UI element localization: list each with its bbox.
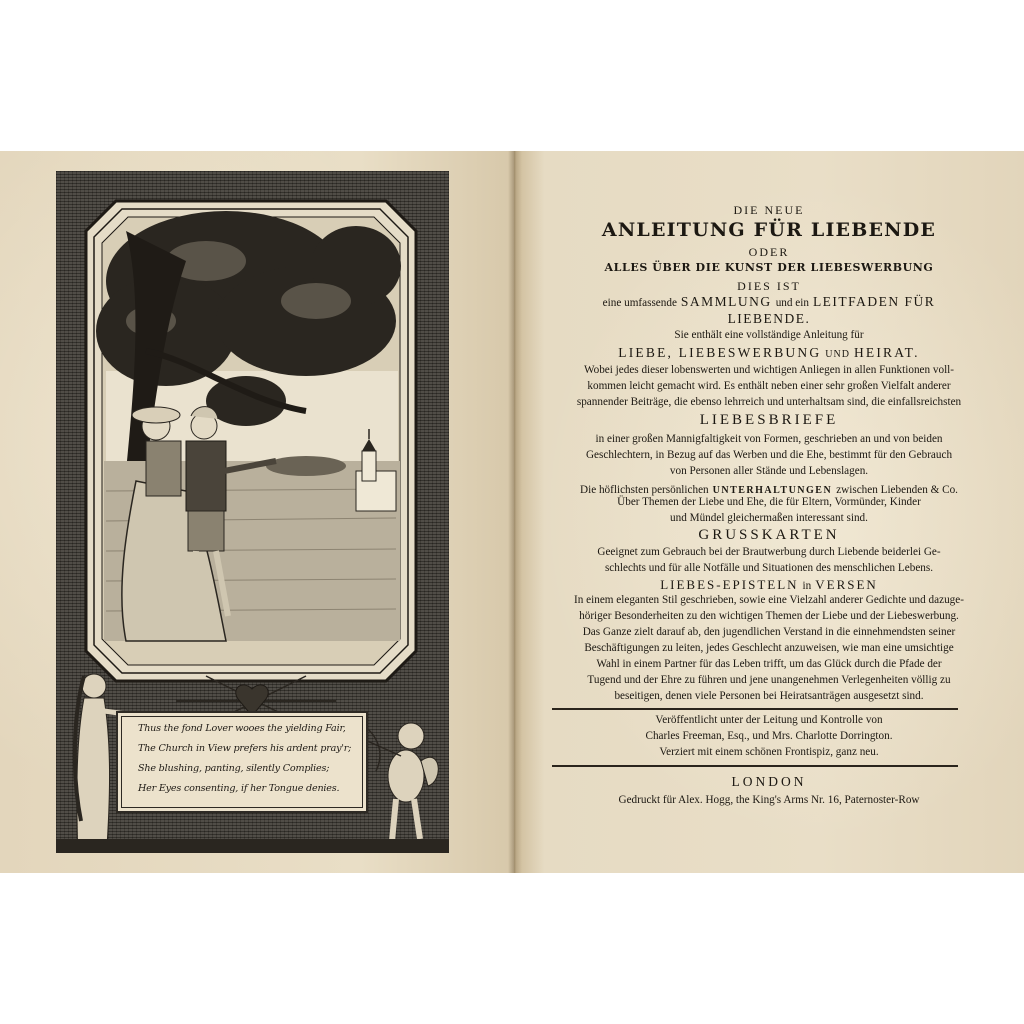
- para1-line: kommen leicht gemacht wird. Es enthält neben einer sehr großen Vielfalt anderer: [587, 380, 951, 392]
- caption-line: Thus the fond Lover wooes the yielding Fair,: [138, 723, 346, 734]
- para1-line: Wobei jedes dieser lobenswerten und wichtigen Anliegen in allen Funktionen voll-: [583, 364, 955, 376]
- liebe-c: HEIRAT.: [853, 345, 920, 360]
- frontispiece-caption: [116, 711, 368, 813]
- para3-rest: Über Themen der Liebe und Ehe, die für Eltern, Vormünder, Kinder: [617, 496, 921, 508]
- liebende-line: LIEBENDE.: [727, 311, 811, 326]
- para5-line: beseitigen, denen viele Personen bei Heiratsanträgen ausgesetzt sind.: [614, 690, 924, 702]
- para4-line: schlechts und für alle Notfälle und Situationen des menschlichen Lebens.: [604, 562, 934, 574]
- episteln-b: in: [802, 580, 812, 592]
- liebe-line: [514, 344, 1024, 362]
- para2-line: von Personen aller Stände und Lebenslagen.: [669, 465, 869, 477]
- para3-rest: und Mündel gleichermaßen interessant sind.: [670, 512, 868, 524]
- sammlung-a: eine umfassende: [602, 297, 677, 309]
- para4-line: Geeignet zum Gebrauch bei der Brautwerbung durch Liebende beiderlei Ge-: [597, 546, 941, 558]
- caption-line: Her Eyes consenting, if her Tongue denies.: [138, 783, 340, 794]
- para3-c: zwischen Liebenden & Co.: [836, 484, 958, 496]
- published-line: Charles Freeman, Esq., und Mrs. Charlotte Dorrington.: [645, 730, 893, 742]
- title-oder: ODER: [748, 245, 790, 259]
- left-page: [0, 151, 514, 873]
- para5-line: Beschäftigungen zu leiten, jedes Geschlecht anzuweisen, wie man eine umsichtige: [584, 642, 954, 654]
- caption-line: The Church in View prefers his ardent pray'r;: [138, 743, 352, 754]
- para3-a: Die höflichsten persönlichen: [580, 484, 709, 496]
- imprint-city: LONDON: [731, 774, 807, 789]
- episteln-c: VERSEN: [815, 577, 878, 592]
- caption-line: She blushing, panting, silently Complies;: [138, 763, 330, 774]
- rule-divider: [552, 708, 958, 710]
- main-title: ANLEITUNG FÜR LIEBENDE: [601, 219, 937, 241]
- published-line: Verziert mit einem schönen Frontispiz, ganz neu.: [659, 746, 879, 758]
- para5-line: Wahl in einem Partner für das Leben trifft, um das Glück durch die Pfade der: [596, 658, 942, 670]
- para3-b: UNTERHALTUNGEN: [712, 485, 833, 496]
- dies-ist: DIES IST: [737, 279, 801, 293]
- imprint-printer: Gedruckt für Alex. Hogg, the King's Arms Nr. 16, Paternoster-Row: [618, 794, 920, 806]
- sammlung-line: [514, 293, 1024, 311]
- para1-line: spannender Beiträge, die ebenso lehrreich und unterhaltsam sind, die einfallsreichsten: [576, 396, 962, 408]
- para2-line: Geschlechtern, in Bezug auf das Werben und die Ehe, bestimmt für den Gebrauch: [585, 449, 953, 461]
- rule-divider: [552, 765, 958, 767]
- para2-line: in einer großen Mannigfaltigkeit von Formen, geschrieben an und von beiden: [595, 433, 943, 445]
- para5-line: höriger Besonderheiten zu den wichtigen Themen der Liebe und der Liebeswerbung.: [579, 610, 959, 622]
- liebesbriefe-heading: LIEBESBRIEFE: [699, 412, 839, 428]
- grusskarten-heading: GRUSSKARTEN: [698, 527, 840, 543]
- para5-line: In einem eleganten Stil geschrieben, sowie eine Vielzahl anderer Gedichte und dazuge-: [574, 594, 964, 606]
- para5-line: Das Ganze zielt darauf ab, den jugendlichen Verstand in die einnehmendsten seiner: [582, 626, 956, 638]
- book-gutter: [508, 151, 522, 873]
- para5-line: Tugend und der Ehre zu führen und jene unangenehmen Verlegenheiten völlig zu: [587, 674, 951, 686]
- episteln-a: LIEBES-EPISTELN: [660, 577, 799, 592]
- title-intro: DIE NEUE: [733, 203, 805, 217]
- title-page: [514, 151, 1024, 873]
- sammlung-b: SAMMLUNG: [680, 294, 772, 309]
- liebe-a: LIEBE, LIEBESWERBUNG: [618, 345, 822, 360]
- episteln-line: [514, 576, 1024, 594]
- subtitle: ALLES ÜBER DIE KUNST DER LIEBESWERBUNG: [604, 261, 934, 274]
- sammlung-d: LEITFADEN FÜR: [812, 294, 936, 309]
- book-spread: [0, 151, 1024, 873]
- sammlung-c: und ein: [775, 297, 809, 309]
- liebe-b: UND: [825, 349, 850, 360]
- enthaelt-line: Sie enthält eine vollständige Anleitung für: [674, 329, 864, 341]
- published-line: Veröffentlicht unter der Leitung und Kontrolle von: [655, 714, 883, 726]
